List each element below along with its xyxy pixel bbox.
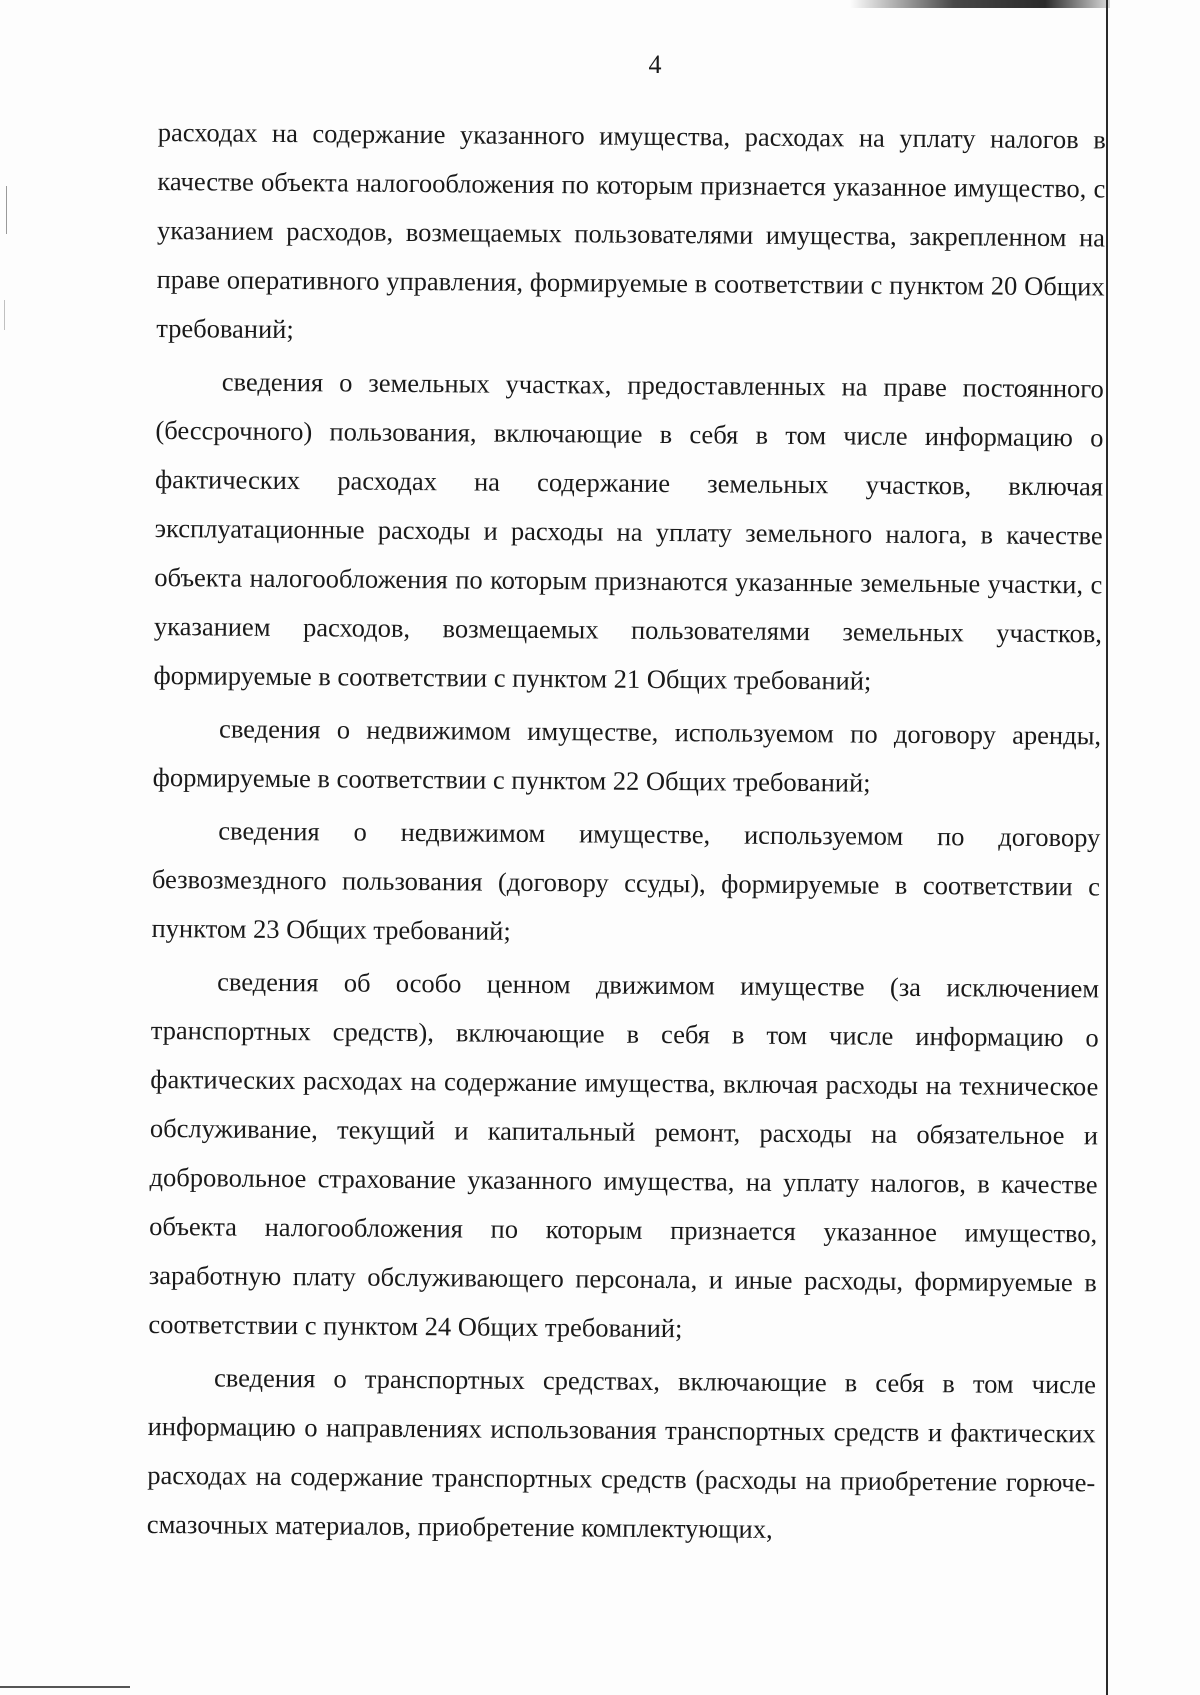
document-body [147,108,1106,1560]
paragraph: расходах на содержание указанного имущества, расходах на уплату налогов в качестве объекта налогообложения по которым признается указанное имущество, с указанием расходов, возмещаемых пользователями имущества, закрепленном на праве оперативного управления, формируемые в соответствии с пунктом 20 Общих требований; [156,116,1106,345]
paragraph: сведения о транспортных средствах, включающие в себя в том числе информацию о направлениях использования транспортных средств и фактических расходах на содержание транспортных средств (расходы на приобретение горюче-смазочных материалов, приобретение комплектующих, [146,1362,1097,1544]
paragraph: сведения о земельных участках, предоставленных на праве постоянного (бессрочного) пользования, включающие в себя в том числе информацию о фактических расходах на содержание земельных участков, включая эксплуатационные расходы и расходы на уплату земельного налога, в качестве объекта налогообложения по которым признаются указанные земельные участки, с указанием расходов, возмещаемых пользователями земельных участков, формируемые в соответствии с пунктом 21 Общих требований; [153,366,1104,696]
scan-artifact-left [6,186,7,234]
scan-edge-line [1106,0,1108,1695]
paragraph: сведения о недвижимом имуществе, используемом по договору безвозмездного пользования (договору ссуды), формируемые в соответствии с пунктом 23 Общих требований; [151,815,1101,946]
paragraph: сведения о недвижимом имуществе, используемом по договору аренды, формируемые в соответствии с пунктом 22 Общих требований; [152,713,1102,798]
paragraph: сведения об особо ценном движимом имуществе (за исключением транспортных средств), включающие в себя в том числе информацию о фактических расходах на содержание имущества, включая расходы на техническое обслуживание, текущий и капитальный ремонт, расходы на обязательное и добровольное страхование указанного имущества, на уплату налогов, в качестве объекта налогообложения по которым признается указанное имущество, заработную плату обслуживающего персонала, и иные расходы, формируемые в соответствии с пунктом 24 Общих требований; [148,966,1100,1344]
scan-artifact-top [850,0,1110,8]
page-number: 4 [648,50,662,79]
scan-artifact-bottom [0,1686,130,1688]
scan-artifact-left-small [4,300,5,330]
